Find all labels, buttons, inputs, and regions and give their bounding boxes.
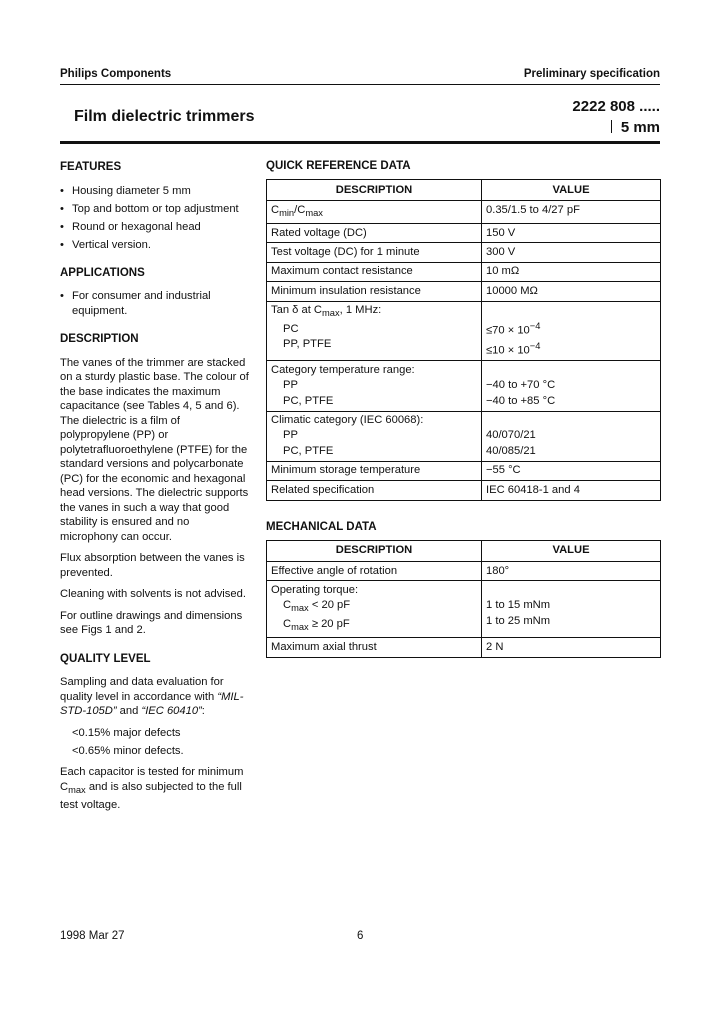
applications-heading: APPLICATIONS bbox=[60, 266, 145, 279]
column-header-description: DESCRIPTION bbox=[267, 540, 482, 561]
group-label: Category temperature range: bbox=[271, 363, 415, 376]
table-row bbox=[267, 481, 661, 500]
sub-value: −40 to +85 °C bbox=[486, 394, 556, 407]
cell-value bbox=[482, 411, 661, 461]
page-title: Film dielectric trimmers bbox=[74, 108, 255, 125]
quick-reference-heading: QUICK REFERENCE DATA bbox=[266, 160, 411, 172]
description-paragraph: Cleaning with solvents is not advised. bbox=[60, 588, 246, 601]
cell-description: Test voltage (DC) for 1 minute bbox=[267, 243, 482, 262]
left-column bbox=[60, 160, 250, 819]
cell-description: Effective angle of rotation bbox=[267, 562, 482, 581]
standard-iec: “IEC 60410” bbox=[141, 705, 202, 718]
product-size-text: 5 mm bbox=[620, 119, 660, 136]
list-item: • Housing diameter 5 mm bbox=[60, 184, 250, 199]
product-size bbox=[611, 119, 660, 136]
quality-paragraph bbox=[60, 675, 250, 719]
cell-value: 150 V bbox=[482, 224, 661, 243]
table-row bbox=[267, 562, 661, 581]
table-row bbox=[267, 581, 661, 638]
page-number: 6 bbox=[357, 930, 364, 942]
quality-test-paragraph bbox=[60, 765, 250, 812]
sub-value bbox=[486, 319, 656, 339]
cell-description bbox=[267, 201, 482, 224]
text: < 20 pF bbox=[308, 599, 351, 612]
minor-defects: <0.65% minor defects. bbox=[72, 744, 184, 757]
cell-description: Minimum storage temperature bbox=[267, 461, 482, 480]
cell-description bbox=[267, 361, 482, 411]
subscript: min bbox=[279, 208, 295, 219]
subscript: max bbox=[68, 785, 86, 796]
company-name: Philips Components bbox=[60, 68, 172, 80]
cell-description: Maximum contact resistance bbox=[267, 262, 482, 281]
cell-value bbox=[482, 301, 661, 361]
header-rule bbox=[60, 84, 660, 85]
sub-value: 40/085/21 bbox=[486, 444, 536, 457]
subscript: max bbox=[305, 208, 323, 219]
table-row bbox=[267, 243, 661, 262]
cell-value: 300 V bbox=[482, 243, 661, 262]
text: C bbox=[271, 203, 280, 216]
quality-text: and bbox=[116, 705, 142, 718]
description-paragraph: Flux absorption between the vanes is prevented. bbox=[60, 552, 245, 579]
quality-text: : bbox=[201, 705, 205, 718]
description-heading: DESCRIPTION bbox=[60, 333, 139, 346]
superscript: −4 bbox=[529, 340, 541, 351]
text: C bbox=[283, 617, 292, 630]
table-row bbox=[267, 638, 661, 657]
product-code: 2222 808 ..... bbox=[572, 98, 660, 115]
table-row bbox=[267, 262, 661, 281]
sub-label: PP, PTFE bbox=[283, 338, 332, 351]
description-paragraph: For outline drawings and dimensions see Figs 1 and 2. bbox=[60, 609, 243, 637]
cell-description: Rated voltage (DC) bbox=[267, 224, 482, 243]
cell-value: 180° bbox=[482, 562, 661, 581]
list-item: • Round or hexagonal head bbox=[60, 220, 250, 235]
sub-value: 1 to 25 mNm bbox=[486, 614, 551, 627]
text: ≥ 20 pF bbox=[308, 617, 350, 630]
quick-reference-table bbox=[266, 179, 661, 501]
column-header-description: DESCRIPTION bbox=[267, 180, 482, 201]
text: , 1 MHz: bbox=[339, 304, 382, 317]
spec-status: Preliminary specification bbox=[523, 68, 660, 80]
cell-value: 10 mΩ bbox=[482, 262, 661, 281]
list-item: • Vertical version. bbox=[60, 238, 250, 253]
cell-value bbox=[482, 361, 661, 411]
cell-value: 0.35/1.5 to 4/27 pF bbox=[482, 201, 661, 224]
list-item: • For consumer and industrial equipment. bbox=[60, 289, 250, 318]
table-row bbox=[267, 224, 661, 243]
cell-value bbox=[482, 581, 661, 638]
description-paragraph: The vanes of the trimmer are stacked on a sturdy plastic base. The colour of the base indicates the maximum capacitance (see Tables 4, 5 and 6). The dielectric is a film of polypropylene (PP) or polytetrafluoroethylene (PTFE) for the standard versions and polycarbonate (PC) for the economic and hexagonal head versions. The dielectric supports the vanes in such a way that good stability is ensured and no microphony can occur. bbox=[60, 356, 249, 543]
column-header-value: VALUE bbox=[482, 540, 661, 561]
subscript: max bbox=[322, 308, 340, 319]
footer-date: 1998 Mar 27 bbox=[60, 930, 125, 942]
major-defects: <0.15% major defects bbox=[72, 726, 181, 739]
mechanical-heading: MECHANICAL DATA bbox=[266, 520, 377, 533]
cell-value: IEC 60418-1 and 4 bbox=[482, 481, 661, 500]
table-row bbox=[267, 461, 661, 480]
subscript: max bbox=[291, 603, 309, 614]
cell-description bbox=[267, 411, 482, 461]
sub-label: PC, PTFE bbox=[283, 444, 334, 457]
right-column bbox=[266, 160, 661, 658]
table-row bbox=[267, 411, 661, 461]
table-row bbox=[267, 282, 661, 301]
cell-value: 10000 MΩ bbox=[482, 282, 661, 301]
table-row bbox=[267, 301, 661, 361]
cell-description: Maximum axial thrust bbox=[267, 638, 482, 657]
cell-description bbox=[267, 581, 482, 638]
title-rule bbox=[60, 141, 660, 144]
list-item: • Top and bottom or top adjustment bbox=[60, 202, 250, 217]
sub-label: PC, PTFE bbox=[283, 394, 334, 407]
features-heading: FEATURES bbox=[60, 161, 122, 173]
cell-value: −55 °C bbox=[482, 461, 661, 480]
standard-mil: “MIL-STD-105D” bbox=[60, 690, 244, 718]
subscript: max bbox=[291, 622, 309, 633]
cell-description: Related specification bbox=[267, 481, 482, 500]
sub-label bbox=[271, 617, 477, 636]
features-list bbox=[60, 184, 250, 253]
text: C bbox=[283, 599, 292, 612]
group-label: Climatic category (IEC 60068): bbox=[271, 414, 424, 427]
sub-label bbox=[271, 598, 477, 617]
text: ≤70 × 10 bbox=[486, 324, 530, 337]
table-header-row bbox=[267, 540, 661, 561]
applications-list bbox=[60, 289, 250, 318]
group-label: Operating torque: bbox=[271, 583, 359, 596]
group-label bbox=[271, 303, 477, 322]
quality-text: Each capacitor is tested for minimum C bbox=[60, 766, 244, 793]
sub-label: PP bbox=[283, 379, 298, 392]
cell-description bbox=[267, 301, 482, 361]
table-header-row bbox=[267, 180, 661, 201]
sub-value bbox=[486, 339, 656, 359]
cell-value: 2 N bbox=[482, 638, 661, 657]
quality-heading: QUALITY LEVEL bbox=[60, 652, 151, 665]
superscript: −4 bbox=[529, 320, 541, 331]
sub-value: −40 to +70 °C bbox=[486, 379, 556, 392]
sub-value: 1 to 15 mNm bbox=[486, 599, 551, 612]
column-header-value: VALUE bbox=[482, 180, 661, 201]
table-row bbox=[267, 361, 661, 411]
quality-text: Sampling and data evaluation for quality level in accordance with bbox=[60, 676, 224, 703]
mechanical-table bbox=[266, 540, 661, 658]
text: /C bbox=[294, 203, 306, 216]
quality-text: and is also subjected to the full test voltage. bbox=[60, 780, 242, 811]
sub-label: PP bbox=[283, 429, 298, 442]
table-row bbox=[267, 201, 661, 224]
text: ≤10 × 10 bbox=[486, 344, 530, 357]
sub-value: 40/070/21 bbox=[486, 429, 536, 442]
cell-description: Minimum insulation resistance bbox=[267, 282, 482, 301]
text: Tan δ at C bbox=[271, 304, 322, 317]
sub-label: PC bbox=[283, 322, 299, 335]
